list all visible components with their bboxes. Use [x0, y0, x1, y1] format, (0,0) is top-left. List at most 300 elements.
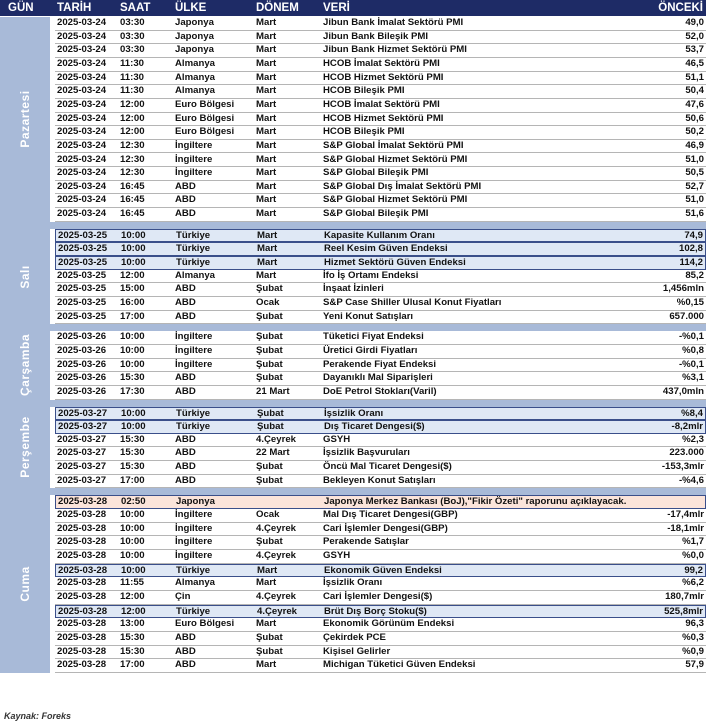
row-previous: %6,2 [682, 577, 704, 589]
table-row [55, 331, 706, 345]
row-item: S&P Global Hizmet Sektörü PMI [323, 153, 468, 165]
day-label-text: Cuma [18, 566, 32, 602]
row-period: 4.Çeyrek [256, 590, 297, 602]
row-period: Şubat [256, 358, 283, 370]
row-period: Mart [256, 30, 277, 42]
row-date: 2025-03-24 [57, 112, 107, 124]
row-country: İngiltere [175, 167, 213, 179]
table-row [55, 85, 706, 99]
row-item: GSYH [323, 433, 351, 445]
table-row [55, 194, 706, 208]
row-previous: -18,1mlr [667, 522, 704, 534]
row-previous: 223.000 [669, 447, 704, 459]
row-period: Mart [256, 139, 277, 151]
row-period: Mart [257, 564, 278, 576]
row-period: 4.Çeyrek [257, 605, 298, 617]
table-row [55, 659, 706, 673]
row-previous: 50,2 [685, 126, 704, 138]
row-time: 10:00 [120, 509, 145, 521]
row-item: GSYH [323, 550, 351, 562]
row-date: 2025-03-28 [57, 522, 107, 534]
row-time: 15:30 [120, 461, 145, 473]
row-country: İngiltere [175, 536, 213, 548]
row-previous: 657.000 [669, 310, 704, 322]
row-previous: 114,2 [679, 257, 703, 269]
row-date: 2025-03-28 [57, 659, 107, 671]
row-time: 10:00 [121, 257, 146, 269]
row-time: 16:00 [120, 297, 145, 308]
row-date: 2025-03-25 [57, 269, 107, 281]
row-time: 10:00 [120, 331, 145, 343]
header-previous: ÖNCEKİ [658, 2, 703, 14]
row-period: Mart [256, 126, 277, 138]
row-period: Şubat [256, 645, 283, 657]
row-previous: %2,3 [682, 433, 704, 445]
row-previous: 50,6 [685, 112, 704, 124]
row-item: Dış Ticaret Dengesi($) [324, 421, 425, 433]
header-item: VERİ [323, 2, 350, 14]
day-label [0, 17, 50, 222]
row-date: 2025-03-28 [57, 536, 107, 548]
row-time: 13:00 [120, 618, 145, 630]
row-time: 12:00 [120, 590, 145, 602]
row-country: ABD [175, 283, 196, 295]
row-date: 2025-03-28 [57, 550, 107, 562]
row-item: HCOB İmalat Sektörü PMI [323, 57, 440, 69]
row-period: Mart [256, 153, 277, 165]
row-previous: 50,5 [685, 167, 704, 179]
row-country: Türkiye [176, 421, 211, 433]
table-row [55, 359, 706, 373]
row-country: Euro Bölgesi [175, 618, 235, 630]
row-country: Türkiye [176, 243, 211, 255]
row-item: HCOB Hizmet Sektörü PMI [323, 112, 444, 124]
row-period: Mart [256, 57, 277, 69]
row-period: Mart [256, 269, 277, 281]
row-date: 2025-03-28 [58, 564, 108, 576]
row-country: İngiltere [175, 358, 213, 370]
row-date: 2025-03-24 [57, 44, 107, 56]
row-previous: 525,8mlr [664, 605, 703, 617]
day-separator [0, 400, 706, 407]
row-period: 21 Mart [256, 385, 290, 397]
row-previous: 52,0 [685, 30, 704, 42]
day-label [0, 495, 50, 672]
day-label [0, 407, 50, 489]
row-date: 2025-03-26 [57, 358, 107, 370]
row-date: 2025-03-27 [58, 421, 108, 433]
row-item: S&P Global Dış İmalat Sektörü PMI [323, 180, 482, 192]
row-item: Brüt Dış Borç Stoku($) [324, 605, 427, 617]
row-date: 2025-03-27 [58, 407, 108, 419]
row-time: 12:30 [120, 167, 145, 179]
row-country: ABD [175, 310, 196, 322]
row-date: 2025-03-25 [57, 310, 107, 322]
row-period: Mart [256, 17, 277, 28]
row-item: Yeni Konut Satışları [323, 310, 414, 322]
row-country: Almanya [175, 85, 215, 97]
row-item: Tüketici Fiyat Endeksi [323, 331, 424, 343]
row-country: ABD [175, 180, 196, 192]
row-period: Mart [256, 577, 277, 589]
row-time: 12:30 [120, 139, 145, 151]
row-time: 10:00 [121, 243, 146, 255]
row-country: İngiltere [175, 139, 213, 151]
row-previous: %0,8 [682, 344, 704, 356]
row-date: 2025-03-27 [57, 447, 107, 459]
row-item: Hizmet Sektörü Güven Endeksi [324, 257, 466, 269]
table-row [55, 242, 706, 256]
row-previous: 51,0 [685, 153, 704, 165]
row-time: 10:00 [121, 564, 146, 576]
row-period: Mart [256, 659, 277, 671]
row-item: DoE Petrol Stokları(Varil) [323, 385, 437, 397]
row-item: Reel Kesim Güven Endeksi [324, 243, 448, 255]
row-item: Cari İşlemler Dengesi($) [323, 590, 433, 602]
row-previous: 85,2 [685, 269, 704, 281]
row-period: Mart [256, 208, 277, 220]
row-time: 03:30 [120, 17, 145, 28]
row-item: Ekonomik Görünüm Endeksi [323, 618, 455, 630]
table-row [55, 632, 706, 646]
row-time: 15:30 [120, 447, 145, 459]
row-previous: %0,0 [682, 550, 704, 562]
row-country: Japonya [175, 44, 214, 56]
row-item: Bekleyen Konut Satışları [323, 474, 436, 486]
row-previous: -%4,6 [678, 474, 704, 486]
table-row [55, 311, 706, 325]
row-date: 2025-03-27 [57, 474, 107, 486]
row-time: 10:00 [121, 421, 146, 433]
row-item: S&P Global Hizmet Sektörü PMI [323, 194, 468, 206]
row-country: ABD [175, 474, 196, 486]
row-time: 12:00 [120, 112, 145, 124]
row-date: 2025-03-24 [57, 98, 107, 110]
row-period: Şubat [256, 461, 283, 473]
table-row [55, 605, 706, 619]
table-row [55, 550, 706, 564]
row-date: 2025-03-24 [57, 30, 107, 42]
row-date: 2025-03-26 [57, 372, 107, 384]
row-time: 15:30 [120, 631, 145, 643]
row-item: HCOB Hizmet Sektörü PMI [323, 71, 444, 83]
row-previous: 49,0 [685, 17, 704, 28]
row-date: 2025-03-24 [57, 180, 107, 192]
row-time: 12:00 [120, 126, 145, 138]
row-item: Ekonomik Güven Endeksi [324, 564, 442, 576]
row-period: Ocak [256, 297, 280, 308]
day-label-text: Pazartesi [18, 90, 32, 148]
row-time: 17:00 [120, 474, 145, 486]
row-item: Üretici Girdi Fiyatları [323, 344, 418, 356]
row-date: 2025-03-24 [57, 194, 107, 206]
row-previous: 57,9 [685, 659, 704, 671]
row-previous: %0,15 [676, 297, 704, 308]
row-date: 2025-03-28 [58, 496, 108, 508]
table-row [55, 475, 706, 489]
row-period: Şubat [256, 536, 283, 548]
row-item: İşsizlik Başvuruları [323, 447, 410, 459]
row-period: Şubat [256, 331, 283, 343]
row-previous: 46,9 [685, 139, 704, 151]
row-previous: -%0,1 [678, 358, 704, 370]
row-time: 10:00 [120, 550, 145, 562]
row-previous: -17,4mlr [667, 509, 704, 521]
day-label-text: Perşembe [18, 416, 32, 479]
row-period: 4.Çeyrek [256, 550, 297, 562]
source-note: Kaynak: Foreks [4, 711, 72, 721]
table-row [55, 229, 706, 243]
table-row [55, 434, 706, 448]
row-time: 17:00 [120, 659, 145, 671]
row-date: 2025-03-24 [57, 126, 107, 138]
row-date: 2025-03-25 [57, 297, 107, 308]
row-country: İngiltere [175, 509, 213, 521]
row-previous: 51,1 [685, 71, 704, 83]
table-row [55, 386, 706, 400]
row-country: Çin [175, 590, 191, 602]
row-country: ABD [175, 631, 196, 643]
table-row [55, 181, 706, 195]
day-label-text: Salı [18, 264, 32, 289]
row-period: Mart [257, 229, 278, 241]
row-country: ABD [175, 447, 196, 459]
row-previous: 1,456mln [662, 283, 704, 295]
table-row [55, 208, 706, 222]
row-period: Mart [257, 243, 278, 255]
row-previous: 437,0mln [662, 385, 704, 397]
row-time: 12:00 [120, 98, 145, 110]
row-time: 02:50 [121, 496, 146, 508]
row-item: Dayanıklı Mal Siparişleri [323, 372, 433, 384]
row-time: 12:00 [121, 605, 146, 617]
row-item: İşsizlik Oranı [324, 407, 384, 419]
day-separator [0, 488, 706, 495]
row-item: Perakende Satışlar [323, 536, 409, 548]
row-date: 2025-03-24 [57, 167, 107, 179]
row-country: Almanya [175, 57, 215, 69]
row-country: Almanya [175, 577, 215, 589]
row-previous: 102,8 [678, 243, 703, 255]
row-item: S&P Global İmalat Sektörü PMI [323, 139, 464, 151]
row-date: 2025-03-25 [57, 283, 107, 295]
row-country: İngiltere [175, 153, 213, 165]
row-country: Türkiye [176, 605, 211, 617]
row-previous: 96,3 [685, 618, 704, 630]
row-date: 2025-03-25 [58, 243, 108, 255]
row-country: Japonya [175, 30, 214, 42]
row-previous: 51,0 [685, 194, 704, 206]
row-date: 2025-03-27 [57, 433, 107, 445]
row-time: 11:30 [120, 71, 145, 83]
table-row [55, 509, 706, 523]
row-item: HCOB Bileşik PMI [323, 85, 405, 97]
row-item: Jibun Bank İmalat Sektörü PMI [323, 17, 464, 28]
row-item: Michigan Tüketici Güven Endeksi [323, 659, 476, 671]
day-label [0, 229, 50, 325]
day-section [0, 331, 706, 399]
row-previous: %0,3 [682, 631, 704, 643]
row-country: İngiltere [175, 522, 213, 534]
table-row [55, 140, 706, 154]
row-item: HCOB Bileşik PMI [323, 126, 405, 138]
row-time: 11:30 [120, 57, 145, 69]
row-previous: 46,5 [685, 57, 704, 69]
row-country: İngiltere [175, 550, 213, 562]
row-period: Şubat [256, 372, 283, 384]
row-period: Mart [256, 180, 277, 192]
table-row [55, 372, 706, 386]
row-item: Çekirdek PCE [323, 631, 386, 643]
row-period: Mart [256, 71, 277, 83]
row-date: 2025-03-27 [57, 461, 107, 473]
row-country: Almanya [175, 71, 215, 83]
row-time: 10:00 [120, 358, 145, 370]
row-period: Mart [256, 167, 277, 179]
table-row [55, 44, 706, 58]
row-date: 2025-03-24 [57, 17, 107, 28]
table-row [55, 447, 706, 461]
row-country: Japonya [175, 17, 214, 28]
row-country: ABD [175, 385, 196, 397]
table-row [55, 646, 706, 660]
row-item: Öncü Mal Ticaret Dengesi($) [323, 461, 452, 473]
row-period: Mart [256, 85, 277, 97]
table-row [55, 495, 706, 509]
table-row [55, 270, 706, 284]
table-row [55, 297, 706, 311]
row-period: Mart [256, 44, 277, 56]
table-row [55, 72, 706, 86]
row-time: 11:55 [120, 577, 145, 589]
row-previous: 52,7 [685, 180, 704, 192]
row-country: Euro Bölgesi [175, 98, 235, 110]
row-date: 2025-03-28 [57, 577, 107, 589]
row-item: Kişisel Gelirler [323, 645, 391, 657]
table-row [55, 58, 706, 72]
row-item: İfo İş Ortamı Endeksi [323, 269, 419, 281]
row-previous: %1,7 [682, 536, 704, 548]
day-section [0, 495, 706, 672]
row-date: 2025-03-24 [57, 153, 107, 165]
header-period: DÖNEM [256, 2, 299, 14]
row-date: 2025-03-24 [57, 208, 107, 220]
table-row [55, 283, 706, 297]
row-item: Jibun Bank Hizmet Sektörü PMI [323, 44, 467, 56]
row-previous: 74,9 [684, 229, 703, 241]
row-country: Euro Bölgesi [175, 126, 235, 138]
row-period: Şubat [256, 344, 283, 356]
row-item: S&P Case Shiller Ulusal Konut Fiyatları [323, 297, 502, 308]
row-time: 16:45 [120, 180, 145, 192]
table-row [55, 31, 706, 45]
row-country: Türkiye [176, 407, 211, 419]
row-item: Cari İşlemler Dengesi(GBP) [323, 522, 448, 534]
table-row [55, 407, 706, 421]
row-country: Türkiye [176, 257, 211, 269]
row-item: İşsizlik Oranı [323, 577, 383, 589]
row-time: 10:00 [120, 536, 145, 548]
row-previous: %0,9 [682, 645, 704, 657]
row-date: 2025-03-28 [57, 645, 107, 657]
row-date: 2025-03-24 [57, 139, 107, 151]
table-row [55, 17, 706, 31]
row-country: ABD [175, 194, 196, 206]
row-item: HCOB İmalat Sektörü PMI [323, 98, 440, 110]
row-period: Şubat [256, 474, 283, 486]
row-item: Japonya Merkez Bankası (BoJ),"Fikir Özeti" raporunu açıklayacak. [324, 496, 627, 508]
row-date: 2025-03-25 [58, 229, 108, 241]
row-time: 12:00 [120, 269, 145, 281]
day-label [0, 331, 50, 399]
row-period: Şubat [256, 631, 283, 643]
day-section [0, 229, 706, 325]
row-previous: 47,6 [685, 98, 704, 110]
header-time: SAAT [120, 2, 151, 14]
row-date: 2025-03-24 [57, 57, 107, 69]
day-section [0, 17, 706, 222]
table-row [55, 461, 706, 475]
header-date: TARİH [57, 2, 92, 14]
row-previous: 51,6 [685, 208, 704, 220]
header-day: GÜN [8, 2, 34, 14]
table-row [55, 256, 706, 270]
row-time: 15:00 [120, 283, 145, 295]
row-time: 16:45 [120, 194, 145, 206]
row-period: Ocak [256, 509, 280, 521]
table-row [55, 113, 706, 127]
row-time: 03:30 [120, 44, 145, 56]
table-row [55, 126, 706, 140]
row-country: İngiltere [175, 344, 213, 356]
row-period: Şubat [257, 421, 284, 433]
table-row [55, 523, 706, 537]
row-country: ABD [175, 372, 196, 384]
row-country: Japonya [176, 496, 215, 508]
table-row [55, 345, 706, 359]
row-country: ABD [175, 297, 196, 308]
row-country: ABD [175, 433, 196, 445]
row-time: 10:00 [121, 407, 146, 419]
row-item: Kapasite Kullanım Oranı [324, 229, 435, 241]
row-previous: -%0,1 [678, 331, 704, 343]
day-separator [0, 222, 706, 229]
table-row [55, 167, 706, 181]
row-country: İngiltere [175, 331, 213, 343]
row-time: 10:00 [120, 522, 145, 534]
row-previous: -153,3mlr [661, 461, 704, 473]
row-time: 10:00 [120, 344, 145, 356]
row-date: 2025-03-28 [57, 631, 107, 643]
row-previous: %8,4 [681, 407, 703, 419]
row-item: Jibun Bank Bileşik PMI [323, 30, 429, 42]
row-period: Şubat [257, 407, 284, 419]
day-label-text: Çarşamba [18, 334, 32, 397]
row-time: 15:30 [120, 372, 145, 384]
row-time: 12:30 [120, 153, 145, 165]
row-period: Şubat [256, 283, 283, 295]
row-previous: 53,7 [685, 44, 704, 56]
row-country: ABD [175, 659, 196, 671]
row-date: 2025-03-26 [57, 331, 107, 343]
row-period: Mart [256, 98, 277, 110]
row-period: 22 Mart [256, 447, 290, 459]
row-period: 4.Çeyrek [256, 522, 297, 534]
table-row [55, 618, 706, 632]
table-row [55, 591, 706, 605]
table-row [55, 564, 706, 578]
row-country: ABD [175, 645, 196, 657]
